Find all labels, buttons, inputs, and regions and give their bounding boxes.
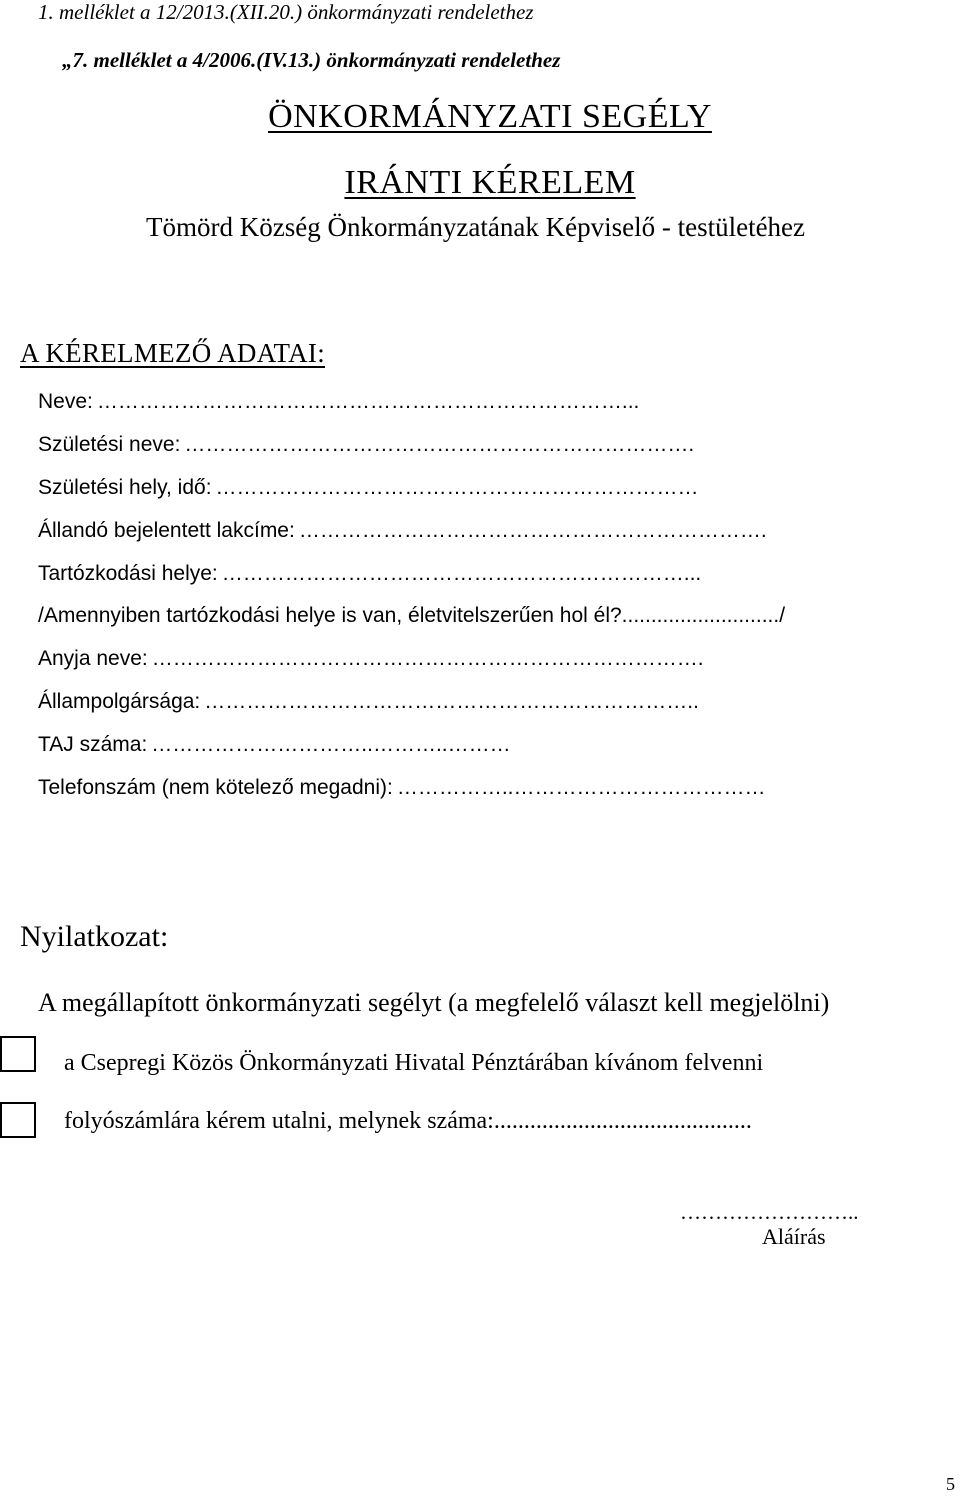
field-fill[interactable]: …………………………………………………………... [221, 562, 702, 585]
declaration-heading: Nyilatkozat: [20, 920, 169, 953]
title-addressee: Tömörd Község Önkormányzatának Képviselő - testületéhez [146, 212, 806, 242]
field-fill[interactable]: …………………………………………………………… [215, 476, 699, 499]
field-name [38, 390, 639, 414]
field-permanent-address [38, 519, 767, 543]
field-phone [38, 776, 766, 800]
field-fill[interactable]: …………………………………………………………….. [204, 690, 699, 713]
field-birth-place-date [38, 476, 699, 500]
field-label: Neve: [38, 390, 93, 413]
field-citizenship [38, 690, 699, 714]
option-transfer-label: folyószámlára kérem utalni, melynek száma:........................................... [64, 1108, 752, 1134]
field-fill[interactable]: …………………………..………..……… [151, 733, 511, 756]
field-label: Anyja neve: [38, 647, 148, 670]
declaration-description: A megállapított önkormányzati segélyt (a megfelelő választ kell megjelölni) [38, 988, 830, 1017]
page-number: 5 [946, 1474, 955, 1494]
field-fill[interactable]: ……………………………………………………………………. [151, 647, 704, 670]
field-fill[interactable]: …………………………………………………………. [298, 519, 767, 542]
title-sub: IRÁNTI KÉRELEM [344, 164, 636, 201]
field-mother-name [38, 647, 704, 671]
field-label: Állampolgársága: [38, 690, 201, 713]
field-label: Tartózkodási helye: [38, 562, 218, 585]
field-label: Születési hely, idő: [38, 476, 212, 499]
field-residence-note [38, 604, 785, 628]
header-line-2: „7. melléklet a 4/2006.(IV.13.) önkormányzati rendelethez [62, 48, 561, 72]
header-line-1: 1. melléklet a 12/2013.(XII.20.) önkormányzati rendelethez [38, 0, 534, 24]
field-label: Állandó bejelentett lakcíme: [38, 519, 295, 542]
field-label: /Amennyiben tartózkodási helye is van, életvitelszerűen hol él?.........................../ [38, 604, 786, 627]
field-fill[interactable]: ……………..……………………………… [396, 776, 766, 799]
signature-line[interactable]: …………………….. [680, 1200, 859, 1224]
field-label: TAJ száma: [38, 733, 148, 756]
field-label: Telefonszám (nem kötelező megadni): [38, 776, 393, 799]
field-label: Születési neve: [38, 433, 181, 456]
title-main: ÖNKORMÁNYZATI SEGÉLY [268, 98, 712, 135]
field-birth-name [38, 433, 694, 457]
option-cash-label: a Csepregi Közös Önkormányzati Hivatal Pénztárában kívánom felvenni [64, 1050, 764, 1076]
signature-label: Aláírás [762, 1224, 826, 1249]
option-transfer-checkbox[interactable] [0, 1102, 36, 1138]
field-fill[interactable]: …………………………………………………………………... [96, 390, 640, 413]
field-taj-number [38, 733, 511, 757]
applicant-heading: A KÉRELMEZŐ ADATAI: [20, 338, 326, 368]
field-fill[interactable]: ………………………………………………………………. [184, 433, 695, 456]
field-residence [38, 562, 701, 586]
option-cash-checkbox[interactable] [0, 1036, 36, 1072]
